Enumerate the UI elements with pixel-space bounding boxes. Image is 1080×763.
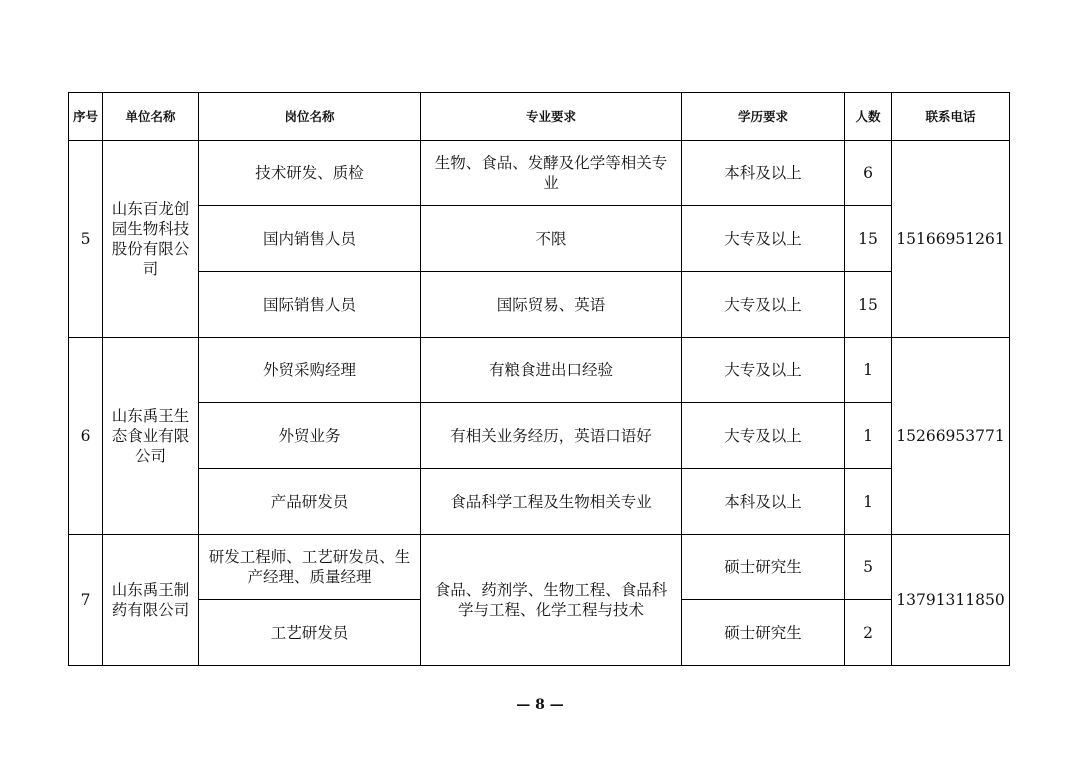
education-cell: 大专及以上 [682,206,845,272]
header-company: 单位名称 [103,93,199,141]
major-cell: 有粮食进出口经验 [421,338,682,403]
phone-cell: 13791311850 [892,535,1010,666]
seq-cell: 6 [69,338,103,535]
header-education: 学历要求 [682,93,845,141]
header-phone: 联系电话 [892,93,1010,141]
count-cell: 1 [845,403,892,469]
table-row [69,272,1010,338]
education-cell: 本科及以上 [682,469,845,535]
header-seq: 序号 [69,93,103,141]
count-cell: 2 [845,600,892,666]
education-cell: 大专及以上 [682,338,845,403]
count-cell: 5 [845,535,892,600]
position-cell: 工艺研发员 [199,600,421,666]
education-cell: 本科及以上 [682,141,845,206]
count-cell: 1 [845,338,892,403]
seq-cell: 7 [69,535,103,666]
major-cell: 不限 [421,206,682,272]
education-cell: 硕士研究生 [682,600,845,666]
position-cell: 国内销售人员 [199,206,421,272]
major-cell: 食品科学工程及生物相关专业 [421,469,682,535]
company-cell: 山东禹王生态食业有限公司 [103,338,199,535]
position-cell: 产品研发员 [199,469,421,535]
major-cell: 食品、药剂学、生物工程、食品科学与工程、化学工程与技术 [421,535,682,666]
major-cell: 有相关业务经历，英语口语好 [421,403,682,469]
table-row [69,535,1010,600]
education-cell: 大专及以上 [682,272,845,338]
table-row [69,141,1010,206]
position-cell: 外贸采购经理 [199,338,421,403]
count-cell: 15 [845,206,892,272]
table-row [69,338,1010,403]
major-cell: 国际贸易、英语 [421,272,682,338]
position-cell: 技术研发、质检 [199,141,421,206]
header-major: 专业要求 [421,93,682,141]
recruitment-table [68,92,1010,666]
header-row [69,93,1010,141]
phone-cell: 15266953771 [892,338,1010,535]
company-cell: 山东禹王制药有限公司 [103,535,199,666]
count-cell: 15 [845,272,892,338]
table-row [69,403,1010,469]
company-cell: 山东百龙创园生物科技股份有限公司 [103,141,199,338]
count-cell: 1 [845,469,892,535]
page-number: — 8 — [516,697,564,713]
header-count: 人数 [845,93,892,141]
position-cell: 国际销售人员 [199,272,421,338]
seq-cell: 5 [69,141,103,338]
position-cell: 外贸业务 [199,403,421,469]
education-cell: 大专及以上 [682,403,845,469]
count-cell: 6 [845,141,892,206]
table-row [69,206,1010,272]
position-cell: 研发工程师、工艺研发员、生产经理、质量经理 [199,535,421,600]
header-position: 岗位名称 [199,93,421,141]
major-cell: 生物、食品、发酵及化学等相关专业 [421,141,682,206]
table-row [69,469,1010,535]
education-cell: 硕士研究生 [682,535,845,600]
phone-cell: 15166951261 [892,141,1010,338]
